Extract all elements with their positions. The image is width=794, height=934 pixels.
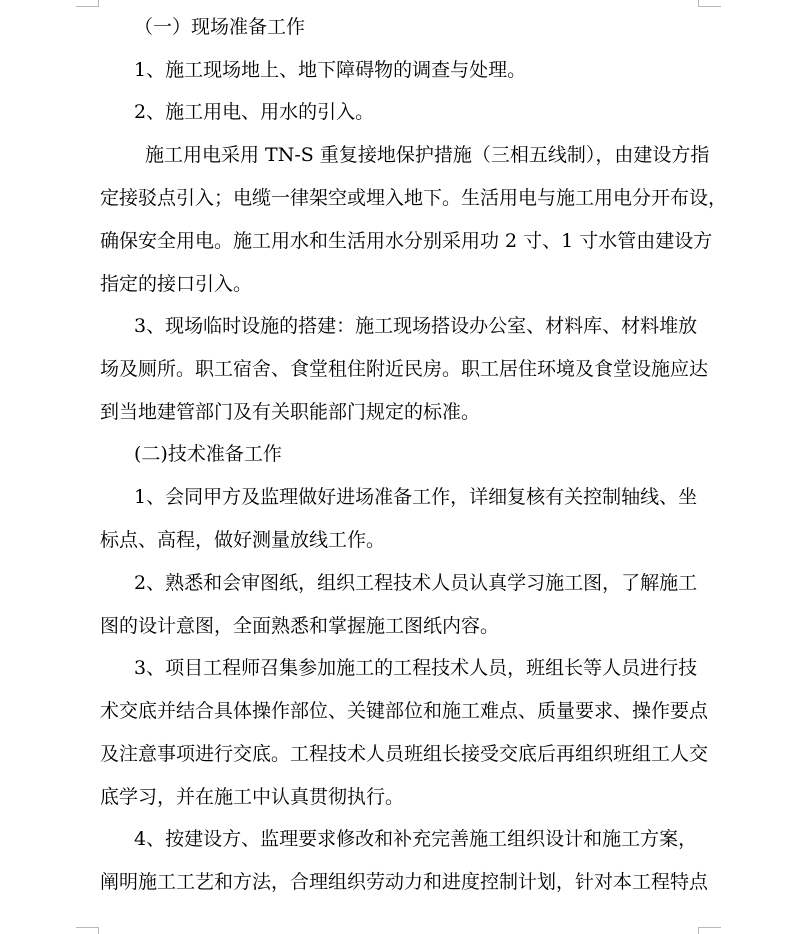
paragraph-line: 标点、高程，做好测量放线工作。 — [100, 529, 386, 551]
paragraph-line: 阐明施工工艺和方法，合理组织劳动力和进度控制计划，针对本工程特点 — [100, 871, 709, 893]
paragraph-line: 及注意事项进行交底。工程技术人员班组长接受交底后再组织班组工人交 — [100, 743, 709, 765]
paragraph-line: 1、施工现场地上、地下障碍物的调查与处理。 — [134, 59, 527, 81]
section-heading: (二)技术准备工作 — [134, 443, 282, 465]
paragraph-line: 指定的接口引入。 — [100, 273, 253, 295]
paragraph-line: 场及厕所。职工宿舍、食堂租住附近民房。职工居住环境及食堂设施应达 — [100, 358, 709, 380]
paragraph-line: 3、现场临时设施的搭建：施工现场搭设办公室、材料库、材料堆放 — [134, 315, 698, 337]
paragraph-line: 1、会同甲方及监理做好进场准备工作，详细复核有关控制轴线、坐 — [134, 486, 698, 508]
paragraph-line: 2、熟悉和会审图纸，组织工程技术人员认真学习施工图，了解施工 — [134, 572, 698, 594]
paragraph-line: 图的设计意图，全面熟悉和掌握施工图纸内容。 — [100, 615, 500, 637]
paragraph-line: 定接驳点引入；电缆一律架空或埋入地下。生活用电与施工用电分开布设， — [100, 187, 728, 209]
paragraph-line: 4、按建设方、监理要求修改和补充完善施工组织设计和施工方案， — [134, 828, 698, 850]
paragraph-line: 施工用电采用 TN-S 重复接地保护措施（三相五线制），由建设方指 — [145, 144, 710, 166]
paragraph-line: 术交底并结合具体操作部位、关键部位和施工难点、质量要求、操作要点 — [100, 700, 709, 722]
paragraph-line: 底学习，并在施工中认真贯彻执行。 — [100, 786, 405, 808]
section-heading: （一）现场准备工作 — [134, 16, 306, 38]
paragraph-line: 到当地建管部门及有关职能部门规定的标准。 — [100, 401, 481, 423]
paragraph-line: 确保安全用电。施工用水和生活用水分别采用功 2 寸、1 寸水管由建设方 — [100, 230, 713, 252]
paragraph-line: 3、项目工程师召集参加施工的工程技术人员，班组长等人员进行技 — [134, 657, 698, 679]
paragraph-line: 2、施工用电、用水的引入。 — [134, 101, 375, 123]
